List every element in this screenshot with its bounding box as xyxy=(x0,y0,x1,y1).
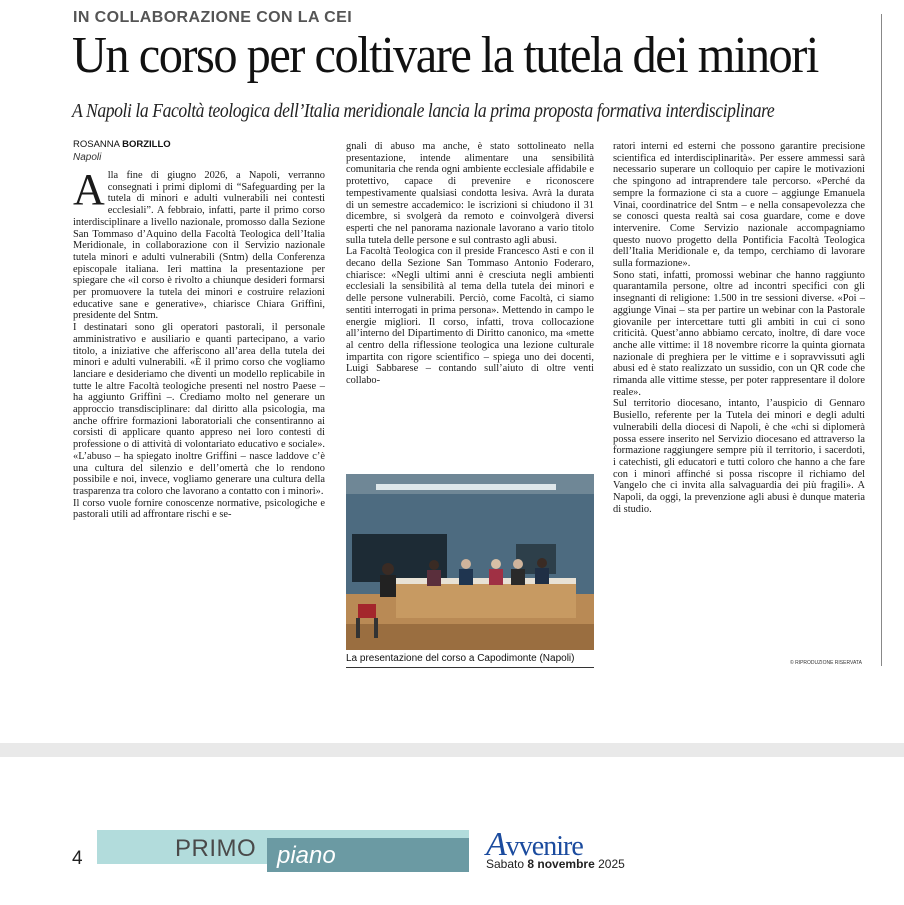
article-column-2 xyxy=(346,141,594,387)
photo-caption: La presentazione del corso a Capodimonte (Napoli) xyxy=(346,653,594,668)
paragraph: Il corso vuole fornire conoscenze normative, psicologiche e pastorali utili ad affrontare rischi e se- xyxy=(73,497,325,521)
paragraph: Sono stati, infatti, promossi webinar che hanno raggiunto quarantamila persone, oltre ad incontri specifici con gli insegnanti di religione: 1.500 in tre sessioni diverse. «Poi – aggiunge Vinai – sta per partire un webinar con la Pastorale giovanile per intercettare tutti gli ambiti in cui ci sono criticità. Quest’anno abbiamo cercato, inoltre, di dare voce anche alle vittime: il 18 novembre ricorre la quinta giornata nazionale di preghiera per le vittime e i sopravvissuti agli abusi ed è stato realizzato un sussidio, con un QR code che rimanda alle vittime stesse, per poter rappresentare il dolore reale». xyxy=(613,269,865,398)
byline xyxy=(73,139,171,151)
paragraph xyxy=(73,165,325,322)
event-photo xyxy=(346,474,594,650)
section-banner xyxy=(97,830,469,872)
author-last-name: BORZILLO xyxy=(122,139,171,150)
section-piano: piano xyxy=(277,842,336,869)
issue-date-bold: 8 novembre xyxy=(527,857,595,871)
paragraph: gnali di abuso ma anche, è stato sottolineato nella presentazione, intende alimentare una sensibilità comunitaria che renda ogni ambiente ecclesiale affidabile e protettivo, capace di prevenire e riconoscere tempestivamente qualsiasi condotta lesiva. Avrà la durata di un semestre accademico: le iscrizioni si chiudono il 31 dicembre, si svolgerà da remoto e coinvolgerà diversi esperti che nel panorama nazionale lavorano a vario titolo sulla tutela delle persone e sul contrasto agli abusi. xyxy=(346,141,594,246)
issue-date xyxy=(486,857,625,871)
drop-cap: A xyxy=(73,165,105,214)
column-rule xyxy=(881,14,882,666)
paragraph: I destinatari sono gli operatori pastorali, il personale amministrativo e ausiliario e quanti partecipano, a vario titolo, a iniziative che afferiscono all’area della tutela dei minori e adulti vulnerabili. «È il primo corso che vogliamo lanciare e desideriamo che diventi un modello replicabile in tutte le altre Facoltà teologiche presenti nel nostro Paese – ha aggiunto Griffini –. Crediamo molto nel generare un approccio transdisciplinare: dal diritto alla psicologia, ma anche offrire formazioni laboratoriali che consentiranno ai corsisti di applicare quanto appreso nei loro contesti di professione o di attività di volontariato educativo e sociale». «L’abuso – ha spiegato inoltre Griffini – nasce laddove c’è una cultura del silenzio e dell’omertà che lo rendono possibile e noi, invece, vogliamo generare una cultura della trasparenza tra coloro che lavorano a contatto con i minori». xyxy=(73,322,325,497)
page-number: 4 xyxy=(72,848,83,869)
dateline: Napoli xyxy=(73,152,102,163)
issue-day: Sabato xyxy=(486,857,525,871)
copyright-notice: © RIPRODUZIONE RISERVATA xyxy=(790,660,862,666)
subheadline: A Napoli la Facoltà teologica dell’Italia meridionale lancia la prima proposta formativa interdisciplinare xyxy=(72,100,775,122)
paragraph-text: lla fine di giugno 2026, a Napoli, verranno consegnati i primi diplomi di “Safeguarding per la tutela di minori e adulti vulnerabili nei contesti ecclesiali”. A febbraio, infatti, parte il primo corso interdisciplinare a livello nazionale, promosso dalla Sezione San Tommaso d’Aquino della Facoltà Teologica dell’Italia Meridionale, in collaborazione con il Servizio nazionale tutela minori e adulti vulnerabili (Sntm) della Conferenza episcopale italiana. Ieri mattina la presentazione per spiegare che «il corso è rivolto a chiunque desideri formarsi per promuovere la tutela dei minori e costruire relazioni educative sane e generative», chiarisce Chiara Griffini, presidente del Sntm. xyxy=(73,170,325,322)
paragraph: Sul territorio diocesano, intanto, l’auspicio di Gennaro Busiello, referente per la Tutela dei minori e degli adulti vulnerabili della diocesi di Napoli, è che «chi si diplomerà possa essere inserito nel Servizio diocesano ed attraverso la formazione raggiungere sempre più il territorio, i sacerdoti, i catechisti, gli educatori e tutti coloro che hanno a che fare con i minori affinché si possa riscopre il richiamo del Vangelo che ci invita alla salvaguardia dei più fragili». A Napoli, da oggi, la prevenzione agli abusi è dunque materia di studio. xyxy=(613,398,865,515)
paragraph: La Facoltà Teologica con il preside Francesco Asti e con il decano della Sezione San Tommaso Antonio Foderaro, chiarisce: «Negli ultimi anni è cresciuta negli ambienti ecclesiali la sensibilità al tema della tutela dei minori e delle persone vulnerabili. Perciò, come Facoltà, ci siamo sentiti interrogati in prima persona». Mettendo in campo le energie migliori. Il corso, infatti, trova collocazione all’interno del Dipartimento di Diritto canonico, ma «mette al centro della riflessione teologica una lezione culturale impartita con rigore scientifico – spiega uno dei docenti, Luigi Sabbarese – contando sull’aiuto di oltre venti collabo- xyxy=(346,246,594,387)
section-primo: PRIMO xyxy=(175,835,257,862)
paragraph: ratori interni ed esterni che possono garantire precisione scientifica ed interdisciplinarità». Per essere ammessi sarà necessario superare un colloquio per capire le motivazioni che spingono ad intraprendere tale percorso. «Perché da sempre la formazione ci sta a cuore – aggiunge Emanuela Vinai, coordinatrice del Sntm – e nella consapevolezza che se conosci questa realtà sai cosa guardare, come e dove intervenire. Come Servizio nazionale accompagniamo questo nuovo progetto della Pontificia Facoltà Teologica dell’Italia Meridionale e, da tempo, cerchiamo di lavorare sulla formazione». xyxy=(613,141,865,270)
headline: Un corso per coltivare la tutela dei minori xyxy=(72,27,818,84)
author-first-name: ROSANNA xyxy=(73,139,120,150)
article-column-3 xyxy=(613,141,865,516)
article-column-1 xyxy=(73,165,325,521)
issue-year: 2025 xyxy=(598,857,625,871)
logo-text: vvenire xyxy=(505,831,583,862)
kicker: IN COLLABORAZIONE CON LA CEI xyxy=(73,9,353,26)
logo-initial: A xyxy=(486,826,506,863)
